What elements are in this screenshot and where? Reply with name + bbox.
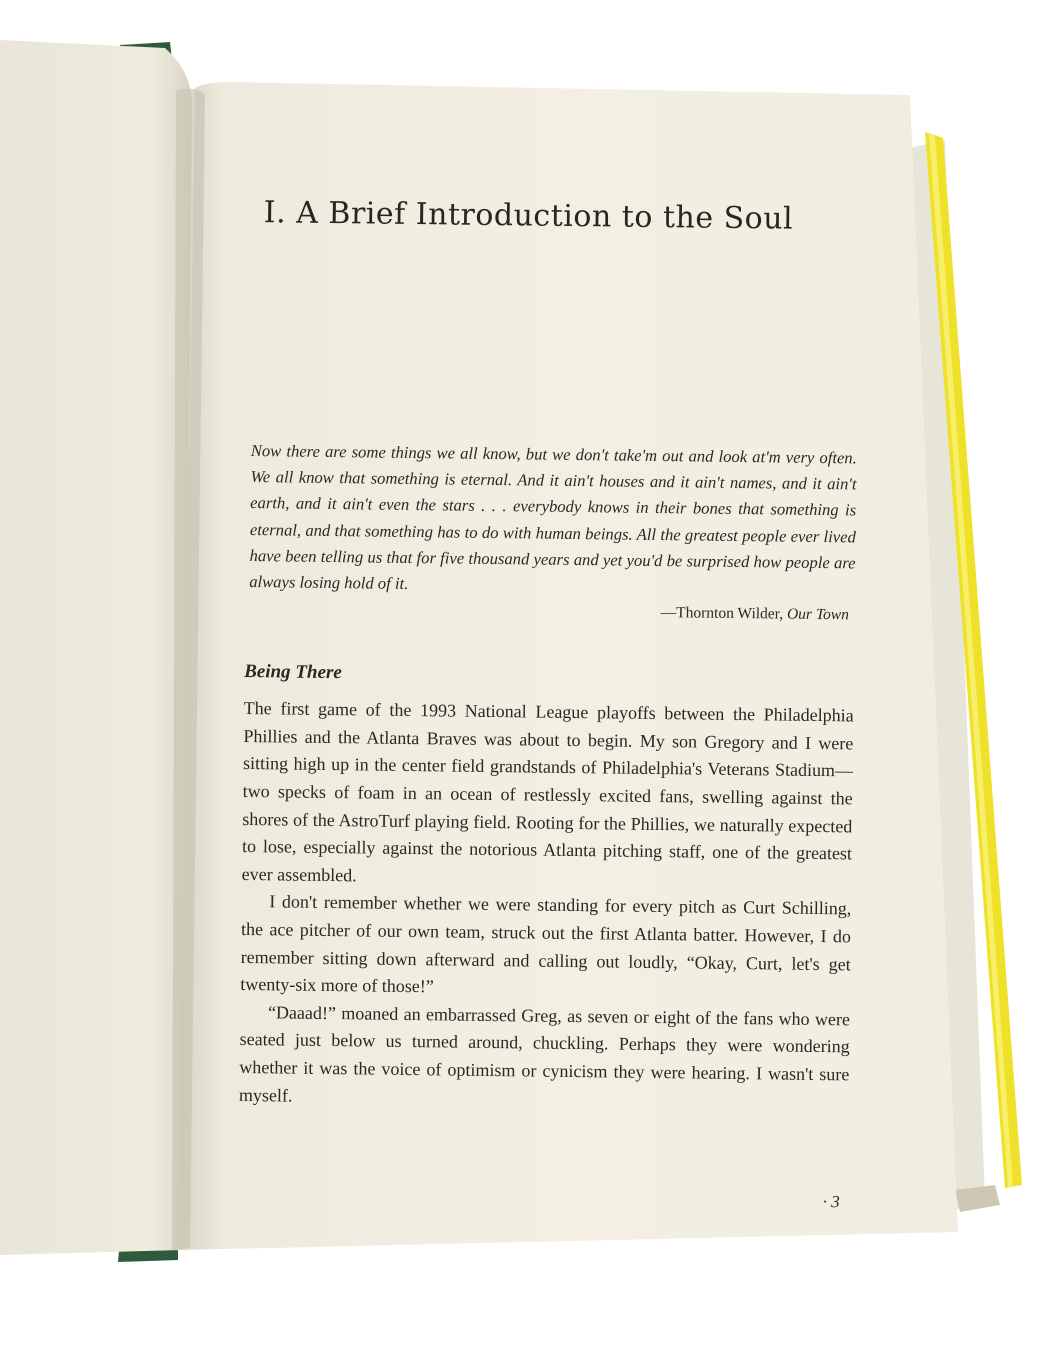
attribution-work: Our Town	[786, 605, 850, 624]
left-page	[0, 40, 192, 1255]
section-heading: Being There	[244, 661, 342, 684]
epigraph-attribution	[245, 599, 855, 624]
chapter-title: I. A Brief Introduction to the Soul	[263, 195, 794, 237]
paragraph: “Daaad!” moaned an embarrassed Greg, as seven or eight of the fans who were seated just below us turned around, chuckling. Perhaps they were wondering whether it was the voice of optimism or cynicism they were hearing. I wasn't sure myself.	[238, 1002, 851, 1106]
page-content	[238, 195, 860, 1212]
page-number: · 3	[822, 1192, 840, 1212]
epigraph-quote: Now there are some things we all know, but we don't take'm out and look at'm very often. We all know that something is eternal. And it ain't houses and it ain't names, and it ain't earth, and it ain't even the stars . . . everybody knows in their bones that something is eternal, and that something has to do with human beings. All the greatest people ever lived have been telling us that for five thousand years and yet you'd be surprised how people are always losing hold of it.	[249, 441, 857, 593]
paragraph: I don't remember whether we were standing for every pitch as Curt Schilling, the ace pitcher of our own team, struck out the first Atlanta batter. However, I do remember sitting down afterward and calling out loudly, “Okay, Curt, let's get twenty-six more of those!”	[240, 891, 852, 997]
paragraph: The first game of the 1993 National League playoffs between the Philadelphia Phillies and the Atlanta Braves was about to begin. My son Gregory and I were sitting high up in the center field grandstands of Philadelphia's Veterans Stadium—two specks of foam in an ocean of restlessly excited fans, swelling against the shores of the AstroTurf playing field. Rooting for the Phillies, we naturally expected to lose, especially against the notorious Atlanta pitching staff, one of the greatest ever assembled.	[241, 698, 854, 886]
attribution-author: —Thornton Wilder,	[660, 604, 788, 623]
body-text	[239, 695, 854, 1116]
